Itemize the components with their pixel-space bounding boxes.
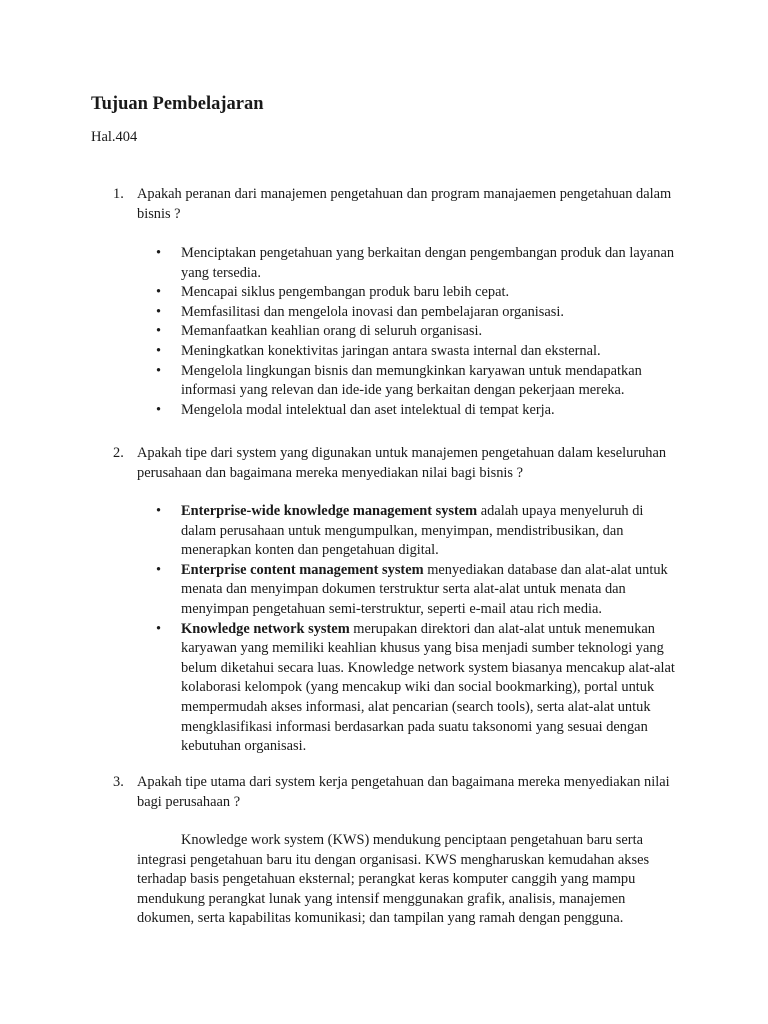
list-item: • Mengelola modal intelektual dan aset intelektual di tempat kerja. [0, 401, 681, 421]
list-item [0, 620, 681, 757]
question-number: 3. [113, 774, 124, 790]
bullet-icon: • [156, 284, 162, 301]
bullet-icon: • [156, 561, 162, 578]
list-item [0, 502, 681, 561]
term: Knowledge network system [181, 620, 350, 637]
list-item [0, 561, 681, 620]
term: Enterprise-wide knowledge management system [181, 503, 478, 519]
list-item: • Memanfaatkan keahlian orang di seluruh organisasi. [0, 322, 681, 342]
term: Enterprise content management system [181, 561, 424, 578]
bullet-icon: • [156, 303, 162, 320]
bullet-icon: • [156, 245, 162, 261]
question-number: 2. [113, 445, 124, 461]
question-1-answer-list [0, 244, 681, 420]
bullet-icon: • [156, 342, 162, 359]
question-number: 1. [113, 186, 124, 202]
list-item: • Meningkatkan konektivitas jaringan antara swasta internal dan eksternal. [0, 342, 681, 362]
list-item: • Menciptakan pengetahuan yang berkaitan dengan pengembangan produk dan layanan yang tersedia. [156, 245, 675, 281]
term-description: adalah upaya menyeluruh di dalam perusahaan untuk mengumpulkan, menyimpan, mendistribusikan, dan menerapkan konten dan pengetahuan digital. [181, 503, 644, 559]
question-2-answer-list [0, 502, 681, 757]
bullet-icon: • [156, 401, 162, 418]
term-description: merupakan direktori dan alat-alat untuk menemukan karyawan yang memiliki keahlian khusus yang bisa menjadi sumber teknologi yang belum diketahui secara luas. Knowledge network system biasanya mencakup alat-alat kolaborasi kelompok (yang mencakup wiki dan social bookmarking), portal untuk mempermudah akses informasi, alat pencarian (search tools), serta alat-alat untuk mengklasifikasi informasi berdasarkan pada suatu taksonomi yang sesuai dengan kebutuhan organisasi. [181, 620, 675, 755]
list-item: • Mengelola lingkungan bisnis dan memungkinkan karyawan untuk mendapatkan informasi yang relevan dan ide-ide yang berkaitan dengan pekerjaan mereka. [156, 362, 642, 399]
question-text: Apakah peranan dari manajemen pengetahuan dan program manajaemen pengetahuan dalam bisnis ? [137, 186, 672, 222]
document-title: Tujuan Pembelajaran [91, 94, 264, 114]
term-description: menyediakan database dan alat-alat untuk menata dan menyimpan dokumen terstruktur serta alat-alat untuk menata dan menyimpan pengetahuan semi-terstruktur, seperti e-mail atau rich media. [181, 561, 668, 617]
list-item: • Mencapai siklus pengembangan produk baru lebih cepat. [0, 283, 681, 303]
question-text: Apakah tipe dari system yang digunakan untuk manajemen pengetahuan dalam keseluruhan perusahaan dan bagaimana mereka menyediakan nilai bagi bisnis ? [137, 445, 667, 481]
question-text: Apakah tipe utama dari system kerja pengetahuan dan bagaimana mereka menyediakan nilai bagi perusahaan ? [137, 774, 670, 810]
bullet-icon: • [156, 323, 162, 340]
bullet-icon: • [156, 503, 162, 519]
list-item: • Memfasilitasi dan mengelola inovasi dan pembelajaran organisasi. [0, 303, 681, 323]
bullet-icon: • [156, 362, 162, 379]
bullet-icon: • [156, 620, 162, 637]
page-reference: Hal.404 [91, 129, 138, 145]
question-3-answer-paragraph: Knowledge work system (KWS) mendukung penciptaan pengetahuan baru serta integrasi pengetahuan baru itu dengan organisasi. KWS mengharuskan kemudahan akses terhadap basis pengetahuan eksternal; perangkat keras komputer canggih yang mampu mendukung perangkat lunak yang intensif menggunakan grafik, analisis, manajemen dokumen, serta kapabilitas komunikasi; dan tampilan yang ramah dengan pengguna. [137, 832, 650, 927]
